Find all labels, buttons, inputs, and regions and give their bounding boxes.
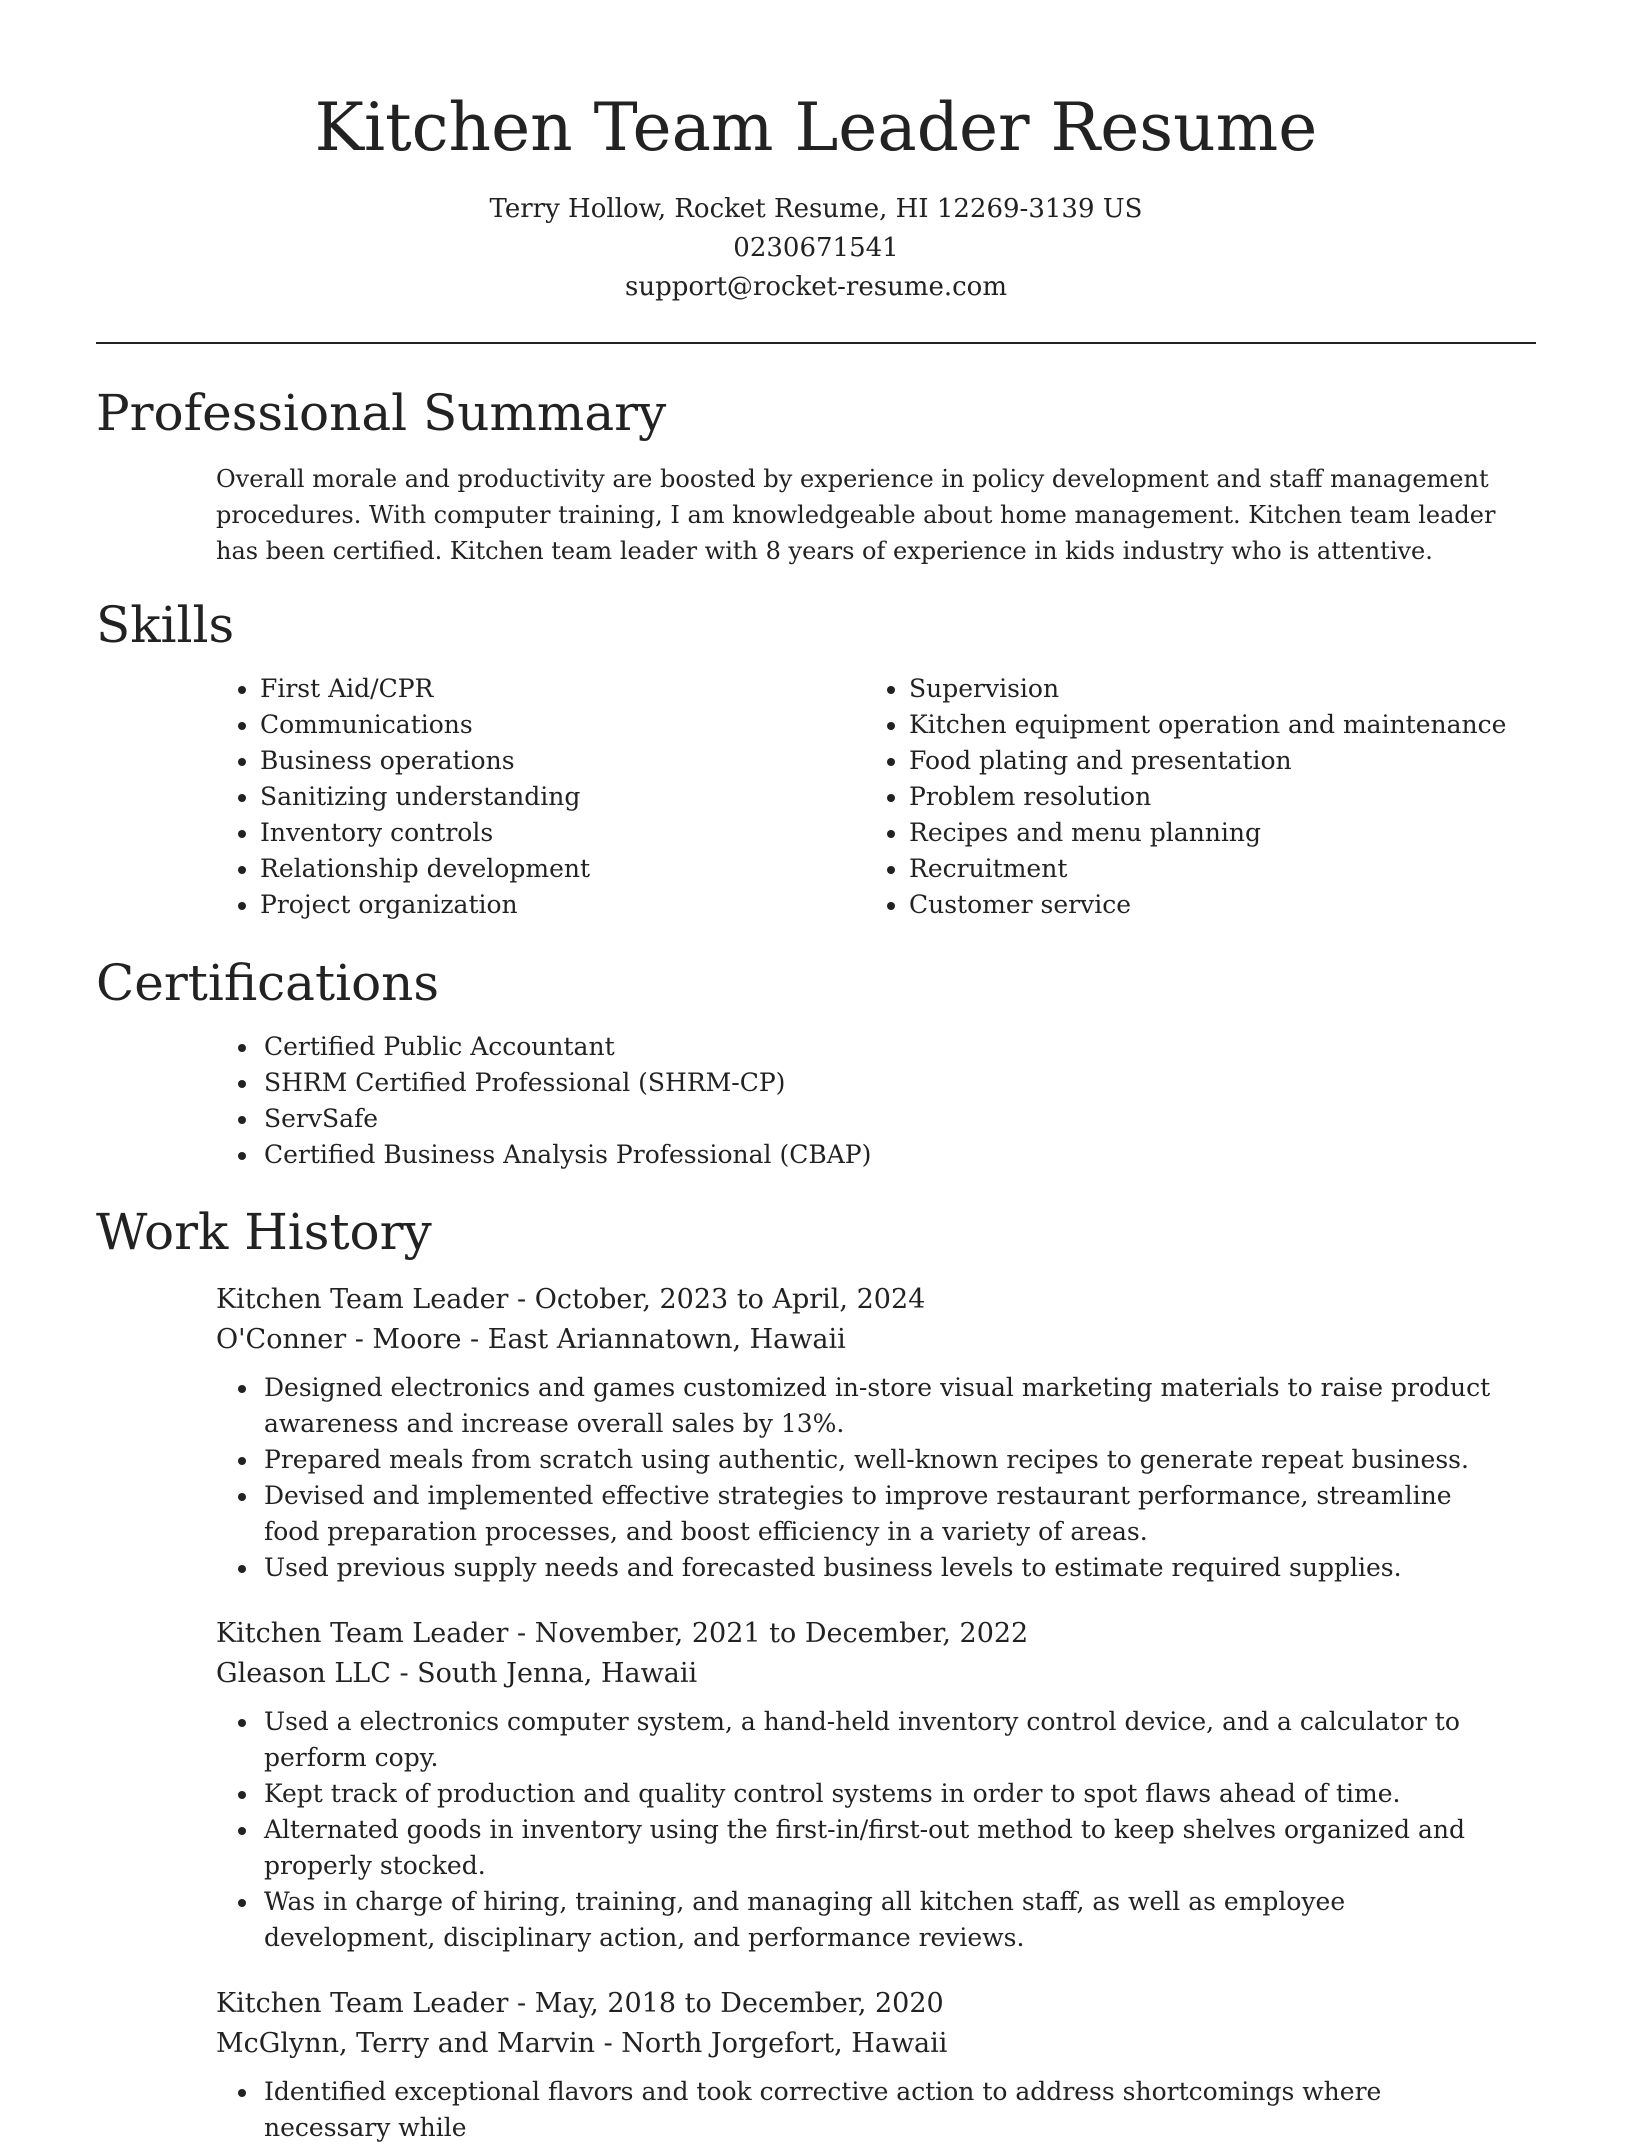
job-bullet: • Was in charge of hiring, training, and managing all kitchen staff, as well as employee development, disciplinary action, and performance reviews. [260,1884,1510,1956]
skills-list-right [746,671,1509,923]
job-bullet: • Alternated goods in inventory using the first-in/first-out method to keep shelves organized and properly stocked. [260,1812,1510,1884]
job-bullet: • Designed electronics and games customized in-store visual marketing materials to raise product awareness and increase overall sales by 13%. [260,1370,1510,1442]
skill-item: • Project organization [260,887,746,923]
skill-item: • First Aid/CPR [260,671,746,707]
job-bullet: • Used previous supply needs and forecasted business levels to estimate required supplies. [260,1550,1510,1586]
resume-title: Kitchen Team Leader Resume [314,89,1318,166]
job-bullets [216,2074,1510,2146]
contact-email: support@rocket-resume.com [624,272,1007,302]
skill-item: • Recipes and menu planning [909,815,1509,851]
section-heading-summary: Professional Summary [96,384,667,442]
job-company-line: McGlynn, Terry and Marvin - North Jorgefort, Hawaii [216,2028,948,2059]
job-bullet: • Prepared meals from scratch using authentic, well-known recipes to generate repeat business. [260,1442,1510,1478]
job-title-line: Kitchen Team Leader - October, 2023 to April, 2024 [216,1284,926,1315]
contact-address: Terry Hollow, Rocket Resume, HI 12269-3139 US [489,194,1143,224]
job-entry [216,1614,1536,1956]
job-company-line: Gleason LLC - South Jenna, Hawaii [216,1658,698,1689]
certifications-section [96,953,1536,1173]
skill-item: • Recruitment [909,851,1509,887]
job-entry [216,1280,1536,1586]
skill-item: • Supervision [909,671,1509,707]
job-title-line: Kitchen Team Leader - May, 2018 to December, 2020 [216,1988,944,2019]
certification-item: • ServSafe [260,1101,1536,1137]
skills-columns [96,671,1536,923]
skill-item: • Sanitizing understanding [260,779,746,815]
skill-item: • Food plating and presentation [909,743,1509,779]
skills-list-left [96,671,746,923]
job-title-line: Kitchen Team Leader - November, 2021 to December, 2022 [216,1618,1029,1649]
summary-text: Overall morale and productivity are boosted by experience in policy development and staff management procedures. With computer training, I am knowledgeable about home management. Kitchen team leader has been certified. Kitchen team leader with 8 years of experience in kids industry who is attentive. [216,465,1496,565]
work-history-section [96,1202,1536,2146]
header-divider [96,342,1536,344]
professional-summary-section [96,383,1536,569]
skill-item: • Inventory controls [260,815,746,851]
job-bullets [216,1370,1510,1586]
resume-header [0,0,1632,307]
job-bullet: • Identified exceptional flavors and took corrective action to address shortcomings where necessary while [260,2074,1510,2146]
skill-item: • Customer service [909,887,1509,923]
job-bullet: • Used a electronics computer system, a hand-held inventory control device, and a calculator to perform copy. [260,1704,1510,1776]
job-bullet: • Kept track of production and quality control systems in order to spot flaws ahead of time. [260,1776,1510,1812]
skill-item: • Business operations [260,743,746,779]
skill-item: • Problem resolution [909,779,1509,815]
job-entry [216,1984,1536,2146]
certification-item: • Certified Public Accountant [260,1029,1536,1065]
certification-item: • SHRM Certified Professional (SHRM-CP) [260,1065,1536,1101]
section-heading-work-history: Work History [96,1203,432,1261]
certification-item: • Certified Business Analysis Professional (CBAP) [260,1137,1536,1173]
section-heading-certifications: Certifications [96,954,440,1012]
skill-item: • Relationship development [260,851,746,887]
job-bullets [216,1704,1510,1956]
contact-phone: 0230671541 [733,233,899,263]
skill-item: • Communications [260,707,746,743]
contact-block [0,190,1632,307]
skills-section [96,595,1536,923]
certifications-list [96,1029,1536,1173]
section-heading-skills: Skills [96,596,235,654]
job-bullet: • Devised and implemented effective strategies to improve restaurant performance, streamline food preparation processes, and boost efficiency in a variety of areas. [260,1478,1510,1550]
skill-item: • Kitchen equipment operation and maintenance [909,707,1509,743]
job-company-line: O'Conner - Moore - East Ariannatown, Hawaii [216,1324,846,1355]
